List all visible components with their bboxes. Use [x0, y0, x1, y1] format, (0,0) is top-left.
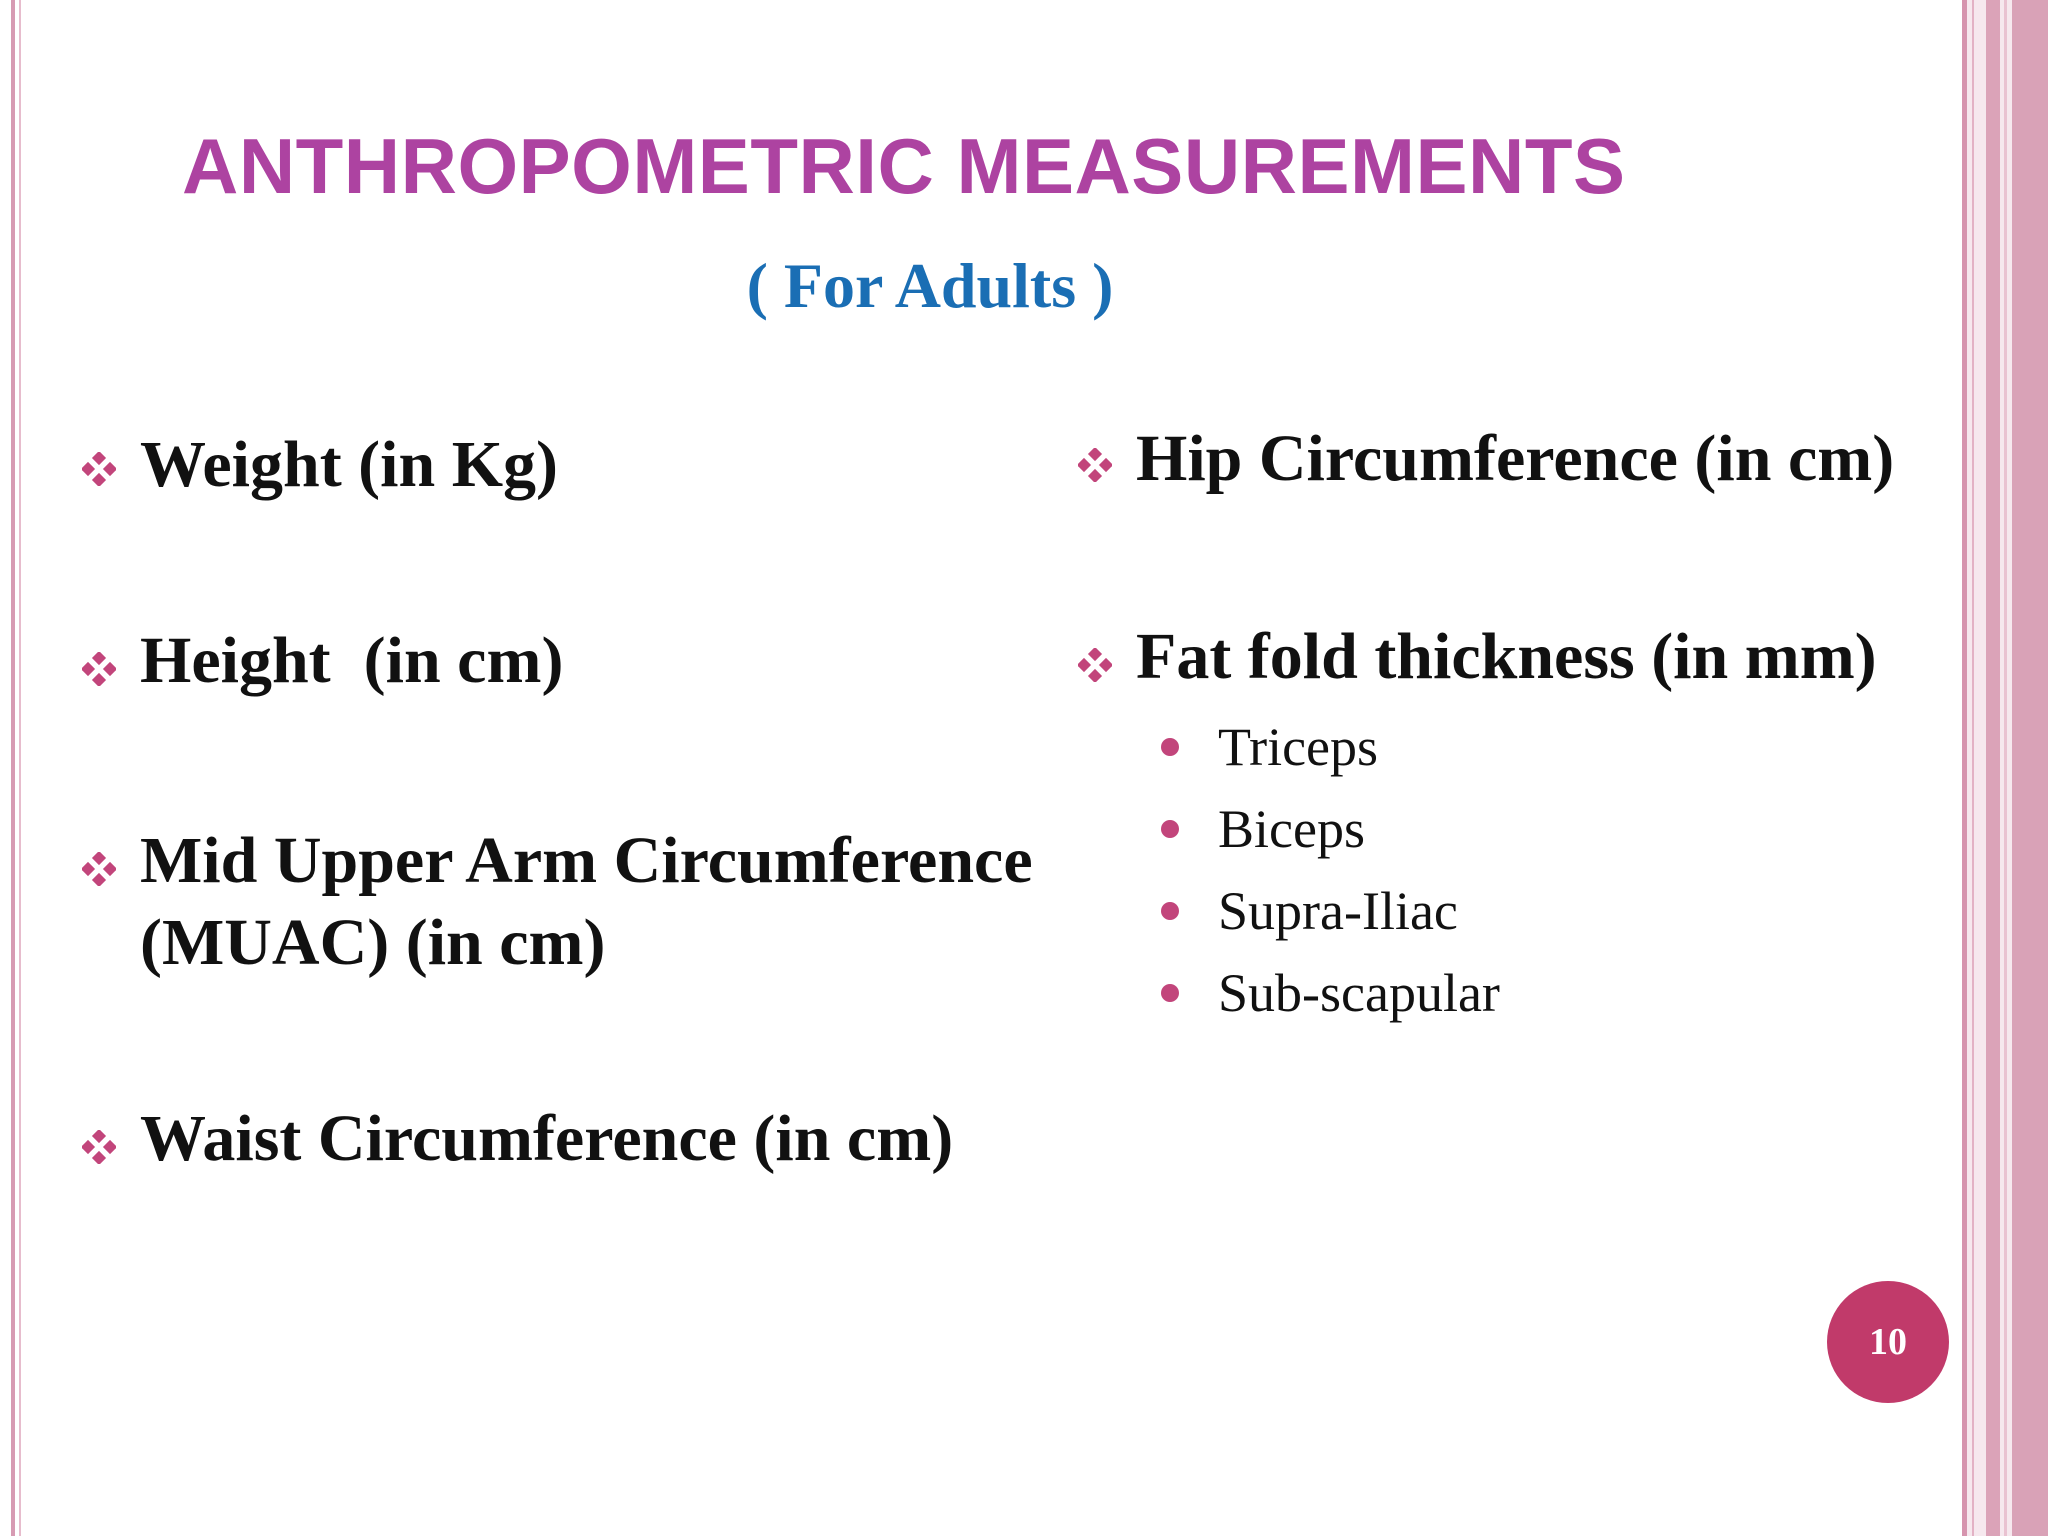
list-item-muac-line2: (MUAC) (in cm)	[140, 906, 606, 979]
right-border-stripe	[2004, 0, 2007, 1536]
dot-bullet-icon	[1161, 902, 1179, 920]
right-border-stripe	[1986, 0, 2000, 1536]
sub-item-sub-scapular: Sub-scapular	[1218, 963, 1500, 1023]
left-border-stripe-thin	[19, 0, 21, 1536]
dot-bullet-icon	[1161, 738, 1179, 756]
sub-item-triceps: Triceps	[1218, 717, 1379, 777]
diamond-bullet-icon	[82, 452, 116, 486]
list-item-height: Height (in cm)	[140, 624, 564, 697]
list-item-weight: Weight (in Kg)	[140, 428, 559, 501]
left-border-stripe	[11, 0, 15, 1536]
diamond-bullet-icon	[1078, 448, 1112, 482]
diamond-bullet-icon	[1078, 648, 1112, 682]
sub-item-biceps: Biceps	[1218, 799, 1365, 859]
right-border-stripe	[1962, 0, 1967, 1536]
slide-subtitle: ( For Adults )	[746, 250, 1114, 321]
page-number-badge: 10	[1827, 1281, 1949, 1403]
list-item-hip: Hip Circumference (in cm)	[1136, 422, 1895, 495]
diamond-bullet-icon	[82, 852, 116, 886]
list-item-muac-line1: Mid Upper Arm Circumference	[140, 824, 1033, 897]
sub-item-supra-iliac: Supra-Iliac	[1218, 881, 1458, 941]
slide-title: ANTHROPOMETRIC MEASUREMENTS	[182, 122, 1626, 210]
list-item-fat-fold: Fat fold thickness (in mm)	[1136, 620, 1877, 693]
diamond-bullet-icon	[82, 1130, 116, 1164]
dot-bullet-icon	[1161, 820, 1179, 838]
dot-bullet-icon	[1161, 984, 1179, 1002]
list-item-waist: Waist Circumference (in cm)	[140, 1102, 954, 1175]
right-border-stripe	[1972, 0, 1974, 1536]
diamond-bullet-icon	[82, 652, 116, 686]
right-border-stripe	[2012, 0, 2048, 1536]
